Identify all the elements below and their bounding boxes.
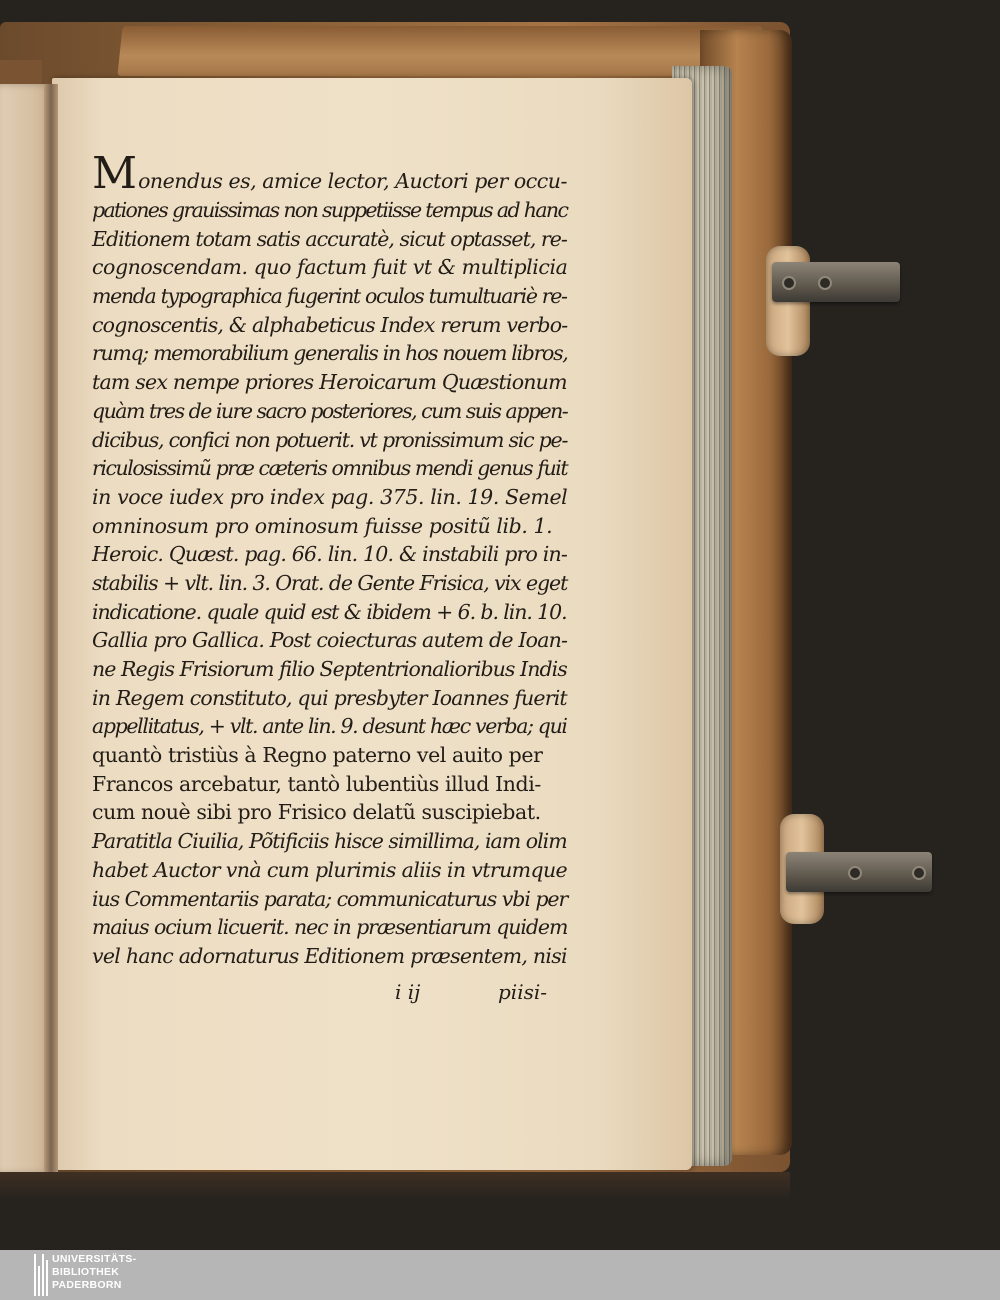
book-top-edge xyxy=(117,26,762,76)
text-line: indicatione. quale quid est & ibidem + 6. b. lin. 10. xyxy=(92,599,567,624)
book-gutter xyxy=(44,84,58,1174)
text-line: Editionem totam satis accuratè, sicut optasset, re- xyxy=(92,226,567,251)
catchword: piisi- xyxy=(498,980,548,1004)
text-line: maius ocium licuerit. nec in præsentiarum quidem xyxy=(92,915,568,940)
text-line-content: onendus es, amice lector, Auctori per occu- xyxy=(138,169,567,193)
cover-corner xyxy=(0,60,42,84)
text-line: quantò tristiùs à Regno paterno vel auito per xyxy=(92,743,543,768)
text-line: Paratitla Ciuilia, Põtificiis hisce simillima, iam olim xyxy=(92,829,567,854)
text-line: stabilis + vlt. lin. 3. Orat. de Gente Frisica, vix eget xyxy=(92,570,568,595)
rivet xyxy=(818,276,832,290)
logo-line: PADERBORN xyxy=(52,1279,122,1291)
signature-mark: i ij xyxy=(395,980,421,1004)
text-line: Francos arcebatur, tantò lubentiùs illud Indi- xyxy=(92,771,541,796)
rivet xyxy=(912,866,926,880)
text-line: ius Commentariis parata; communicaturus vbi per xyxy=(92,886,568,911)
text-line: in Regem constituto, qui presbyter Ioannes fuerit xyxy=(92,685,567,710)
text-line: rumq; memorabilium generalis in hos nouem libros, xyxy=(92,341,568,366)
logo-line: UNIVERSITÄTS- xyxy=(52,1253,137,1265)
text-line: Gallia pro Gallica. Post coiecturas autem de Ioan- xyxy=(92,628,568,653)
text-line: Heroic. Quæst. pag. 66. lin. 10. & instabili pro in- xyxy=(92,542,568,567)
text-line: cognoscentis, & alphabeticus Index rerum verbo- xyxy=(92,312,568,337)
rivet xyxy=(782,276,796,290)
text-line xyxy=(92,148,572,199)
text-line: in voce iudex pro index pag. 375. lin. 19. Semel xyxy=(92,484,568,509)
text-line: omninosum pro ominosum fuisse positũ lib. 1. xyxy=(92,513,553,538)
clasp-strap xyxy=(772,262,900,302)
page-text-block xyxy=(92,148,572,971)
rivet xyxy=(848,866,862,880)
text-line: appellitatus, + vlt. ante lin. 9. desunt hæc verba; qui xyxy=(92,714,567,739)
logo-line: BIBLIOTHEK xyxy=(52,1266,120,1278)
text-line: vel hanc adornaturus Editionem præsentem, nisi xyxy=(92,943,567,968)
text-line: tam sex nempe priores Heroicarum Quæstionum xyxy=(92,370,567,395)
text-line: quàm tres de iure sacro posteriores, cum suis appen- xyxy=(92,398,568,423)
drop-cap: M xyxy=(92,148,138,199)
text-line: pationes grauissimas non suppetiisse tempus ad hanc xyxy=(92,198,568,222)
text-line: dicibus, confici non potuerit. vt pronissimum sic pe- xyxy=(92,427,568,452)
text-line: menda typographica fugerint oculos tumultuariè re- xyxy=(92,284,567,309)
text-line: ne Regis Frisiorum filio Septentrionalioribus Indis xyxy=(92,657,567,681)
text-line: cognoscendam. quo factum fuit vt & multiplicia xyxy=(92,255,568,280)
text-line: habet Auctor vnà cum plurimis aliis in vtrumque xyxy=(92,857,568,882)
text-line: cum nouè sibi pro Frisico delatũ suscipiebat. xyxy=(92,800,541,825)
scan-background xyxy=(0,1172,790,1200)
text-line: riculosissimũ præ cæteris omnibus mendi genus fuit xyxy=(92,456,568,481)
library-logo-icon xyxy=(34,1254,48,1296)
library-logo-text xyxy=(52,1253,202,1292)
clasp-strap xyxy=(786,852,932,892)
